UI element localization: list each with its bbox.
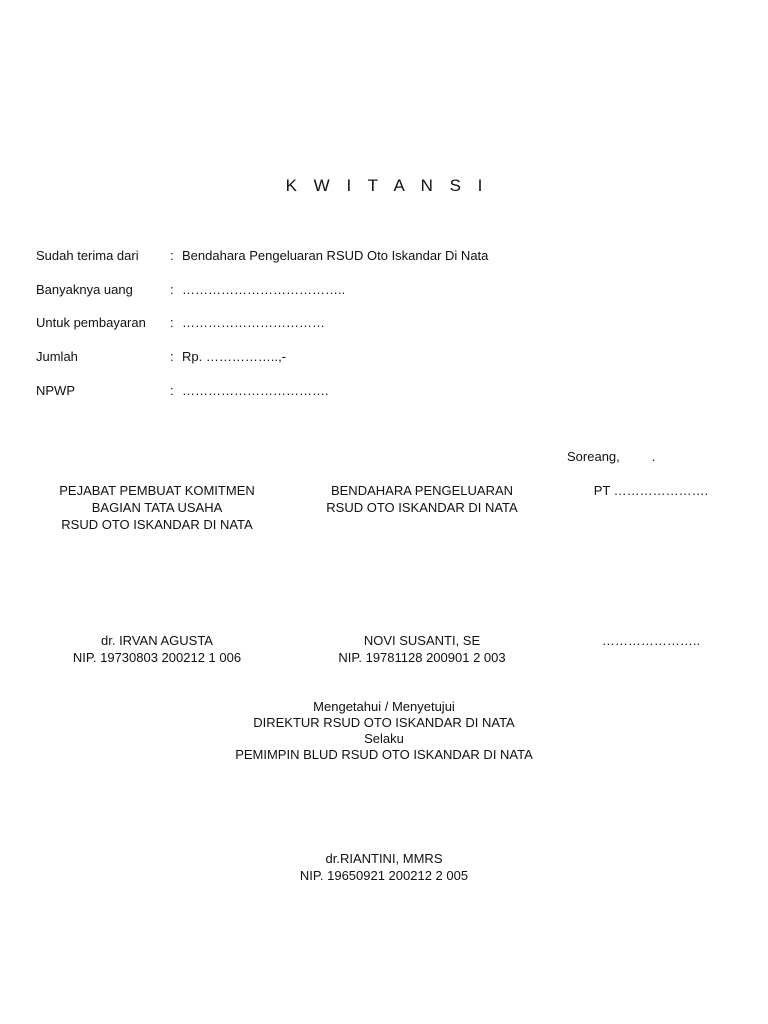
approval-block <box>0 699 768 763</box>
field-label: Sudah terima dari <box>36 248 139 263</box>
signatory-pt-name <box>566 632 736 649</box>
signatory-nip: NIP. 19730803 200212 1 006 <box>72 650 242 665</box>
director-nip: NIP. 19650921 200212 2 005 <box>299 868 469 883</box>
signatory-company: PT …………………. <box>593 483 709 498</box>
field-value: Bendahara Pengeluaran RSUD Oto Iskandar Di Nata <box>182 248 489 263</box>
field-payment-for <box>36 315 736 333</box>
director-name: dr.RIANTINI, MMRS <box>325 851 443 866</box>
field-colon: : <box>170 248 174 263</box>
field-colon: : <box>170 282 174 297</box>
signatory-ppk-name <box>42 632 272 666</box>
signatory-institution: RSUD OTO ISKANDAR DI NATA <box>61 517 253 532</box>
field-colon: : <box>170 383 174 398</box>
approval-connector: Selaku <box>364 731 404 746</box>
field-value: ……………………………….. <box>182 282 346 297</box>
field-amount-words <box>36 282 736 300</box>
approval-caption: Mengetahui / Menyetujui <box>313 699 455 714</box>
field-npwp <box>36 383 736 401</box>
field-value: …………………………… <box>182 315 325 330</box>
signatory-pt-heading <box>566 482 736 499</box>
field-value: Rp. ……………..,- <box>182 349 287 364</box>
signatory-bendahara-heading <box>307 482 537 516</box>
signatory-title: PEJABAT PEMBUAT KOMITMEN <box>59 483 255 498</box>
signatory-department: BAGIAN TATA USAHA <box>91 500 223 515</box>
field-total <box>36 349 736 367</box>
signatory-bendahara-name <box>307 632 537 666</box>
signatory-ppk-heading <box>42 482 272 533</box>
field-label: Jumlah <box>36 349 78 364</box>
director-signature <box>0 850 768 884</box>
field-received-from <box>36 248 736 266</box>
field-label: NPWP <box>36 383 75 398</box>
signatory-institution: RSUD OTO ISKANDAR DI NATA <box>326 500 518 515</box>
approval-role: PEMIMPIN BLUD RSUD OTO ISKANDAR DI NATA <box>235 747 533 762</box>
approval-title: DIREKTUR RSUD OTO ISKANDAR DI NATA <box>253 715 515 730</box>
signatory-name: ………………….. <box>601 633 701 648</box>
signatory-nip: NIP. 19781128 200901 2 003 <box>338 650 506 665</box>
signatory-title: BENDAHARA PENGELUARAN <box>330 483 514 498</box>
field-label: Banyaknya uang <box>36 282 133 297</box>
place-date <box>567 449 655 464</box>
field-colon: : <box>170 315 174 330</box>
signatory-name: NOVI SUSANTI, SE <box>363 633 481 648</box>
signatory-name: dr. IRVAN AGUSTA <box>101 633 213 648</box>
field-value: ……………………………. <box>182 383 329 398</box>
field-colon: : <box>170 349 174 364</box>
document-title: K W I T A N S I <box>285 176 489 195</box>
field-label: Untuk pembayaran <box>36 315 146 330</box>
date-placeholder: . <box>651 449 656 464</box>
place-label: Soreang, <box>567 449 620 464</box>
